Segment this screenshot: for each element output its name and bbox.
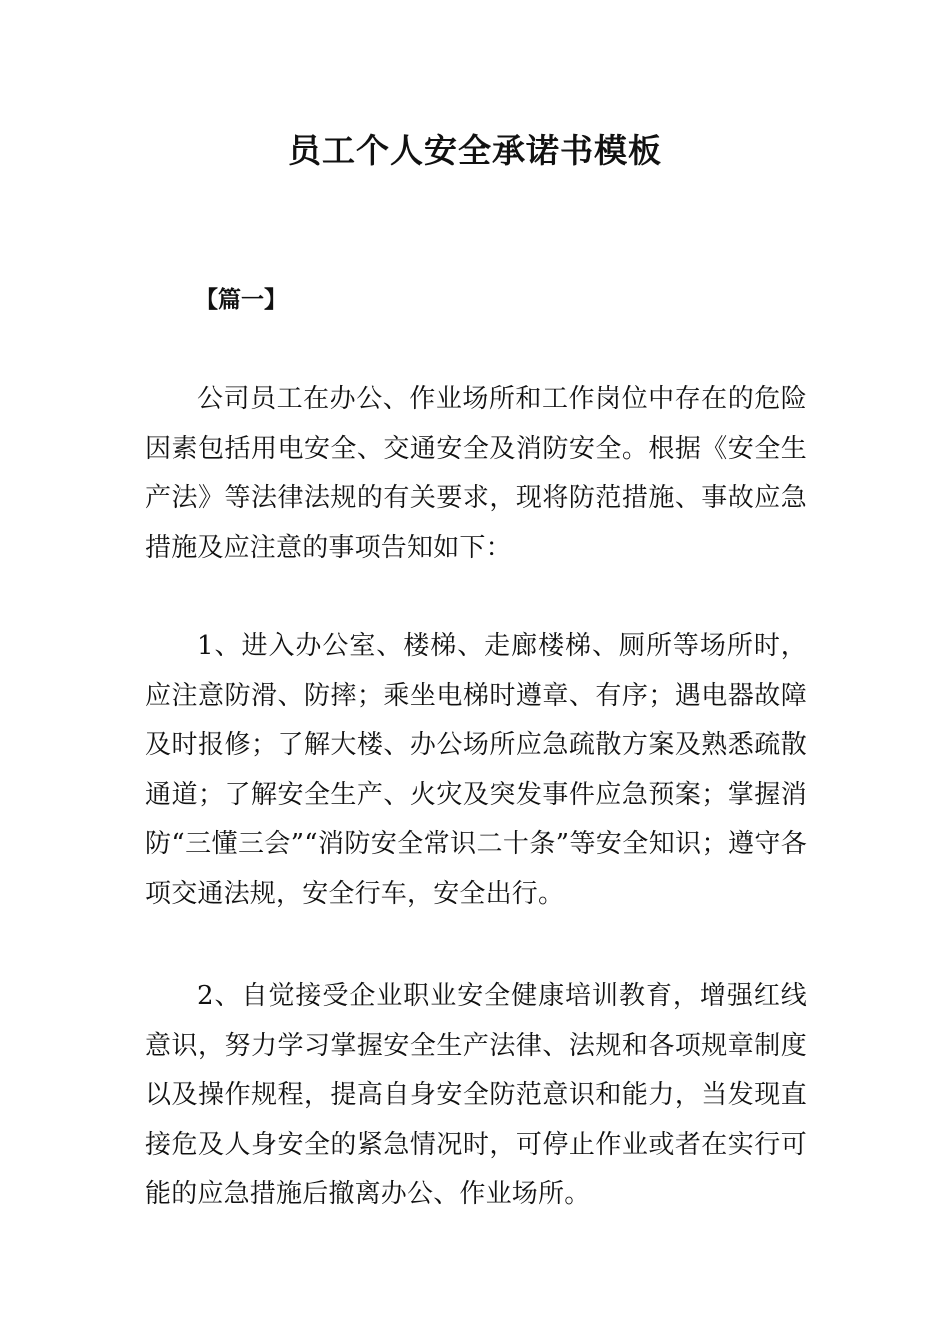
intro-paragraph: 公司员工在办公、作业场所和工作岗位中存在的危险因素包括用电安全、交通安全及消防安全。根据《安全生产法》等法律法规的有关要求，现将防范措施、事故应急措施及应注意的事项告知如下： [145,384,807,563]
item-2-paragraph: 2、自觉接受企业职业安全健康培训教育，增强红线意识，努力学习掌握安全生产法律、法规和各项规章制度以及操作规程，提高自身安全防范意识和能力，当发现直接危及人身安全的紧急情况时，可停止作业或者在实行可能的应急措施后撤离办公、作业场所。 [145,981,807,1209]
document-title: 员工个人安全承诺书模板 [288,131,662,170]
section-label: 【篇一】 [195,287,287,313]
item-1-paragraph: 1、进入办公室、楼梯、走廊楼梯、厕所等场所时，应注意防滑、防摔；乘坐电梯时遵章、有序；遇电器故障及时报修；了解大楼、办公场所应急疏散方案及熟悉疏散通道；了解安全生产、火灾及突发事件应急预案；掌握消防“三懂三会”“消防安全常识二十条”等安全知识；遵守各项交通法规，安全行车，安全出行。 [145,631,807,909]
